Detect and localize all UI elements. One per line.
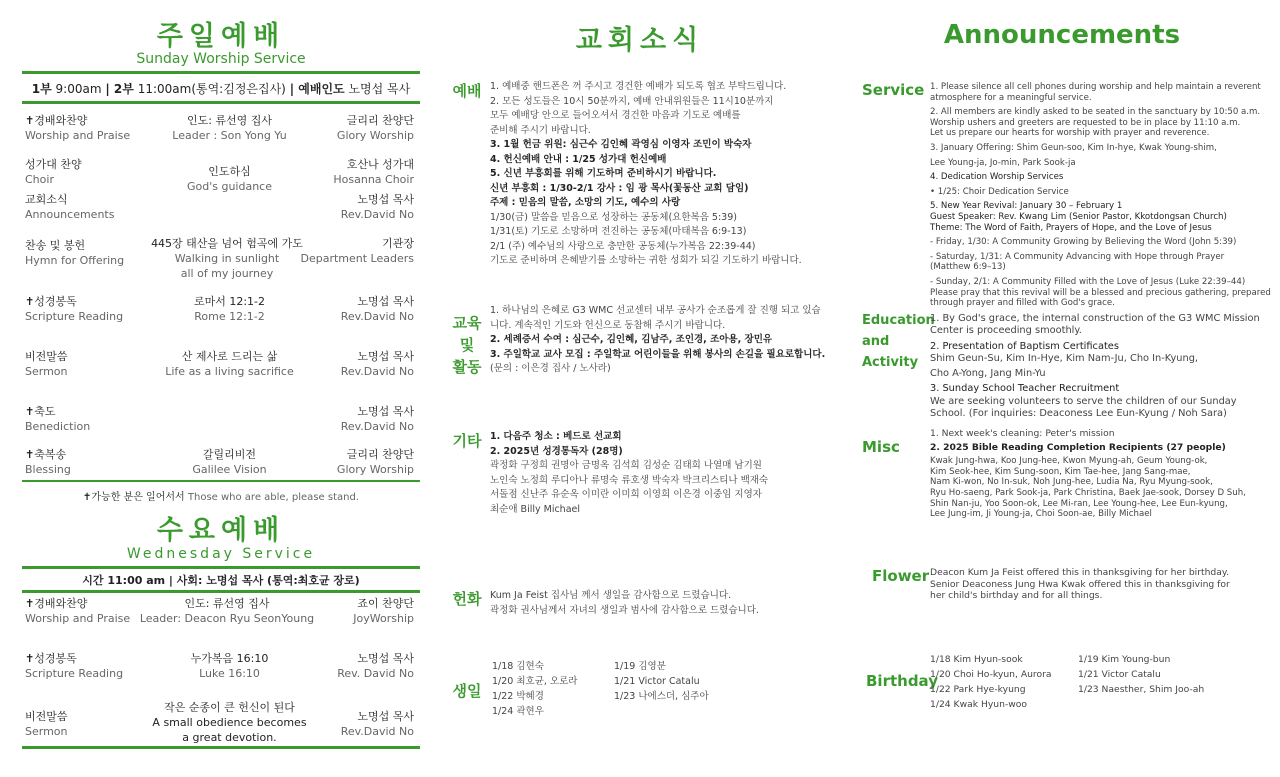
sunday-title: 주일예배: [156, 21, 286, 52]
notice-line: 신년 부흥회 : 1/30-2/1 강사 : 임 광 목사(꽃동산 교회 담임): [490, 182, 749, 194]
notice-line: 최순애 Billy Michael: [490, 503, 581, 515]
item-detail-en: Rome 12:1-2: [194, 310, 265, 323]
service-2-label: | 2부: [105, 82, 134, 96]
notice-line: School. (For inquiries: Deaconess Lee Eun-Kyung / Noh Sara): [930, 408, 1227, 420]
english-announcements-column: [862, 0, 1271, 777]
notice-line: 1. 다음주 청소 : 베드로 선교회: [490, 431, 622, 442]
sunday-subtitle: Sunday Worship Service: [136, 51, 306, 67]
notice-line: 준비해 주시기 바랍니다.: [490, 124, 591, 136]
notice-line: Kum Ja Feist 집사님 께서 생일을 감사함으로 드렸습니다.: [490, 590, 732, 601]
standing-note-en: Those who are able, please stand.: [187, 492, 359, 503]
notice-line: 1. Please silence all cell phones during worship and help maintain a reverent: [930, 82, 1261, 92]
notice-line: (Matthew 6:9–13): [930, 262, 1006, 273]
notice-line: atmosphere for a meaningful service.: [930, 92, 1092, 103]
item-leader: 노명섭 목사: [357, 193, 414, 206]
item-detail-en: A small obedience becomes: [152, 716, 307, 729]
item-title-en: Scripture Reading: [25, 310, 124, 323]
item-leader-en: Rev.David No: [340, 420, 414, 433]
birthday-list-left: [492, 659, 577, 719]
notice-line: 2. Presentation of Baptism Certificates: [930, 340, 1119, 352]
notice-line: 3. 1월 헌금 위원: 심근수 김인혜 곽영심 이영자 조민이 박숙자: [490, 139, 752, 150]
notice-line: - Saturday, 1/31: A Community Advancing with Hope through Prayer: [930, 251, 1225, 262]
notice-line: Theme: The Word of Faith, Prayers of Hope, and the Love of Jesus: [930, 222, 1212, 233]
wednesday-subtitle: Wednesday Service: [126, 546, 316, 562]
item-leader-en: Rev. David No: [337, 667, 414, 680]
notice-line: 2. 2025 Bible Reading Completion Recipients (27 people): [930, 441, 1226, 453]
item-leader-en: Hosanna Choir: [333, 173, 414, 186]
leader-label: | 예배인도: [289, 82, 345, 96]
item-detail-en: God's guidance: [186, 180, 272, 193]
birthday-list-left: [930, 652, 1052, 712]
flower-notices: [490, 589, 830, 618]
section-label-misc: 기타: [452, 432, 482, 450]
item-detail-en: Galilee Vision: [192, 463, 267, 476]
notice-line: Shim Geun-Su, Kim In-Hye, Kim Nam-Ju, Cho In-Kyung,: [930, 352, 1199, 364]
notice-line: Ryu Ho-saeng, Park Sook-ja, Park Christina, Baek Jae-sook, Dorsey D Suh,: [930, 487, 1246, 498]
item-title-en: Announcements: [25, 208, 115, 221]
wednesday-title: 수요예배: [156, 515, 286, 546]
education-notices: [930, 313, 1265, 420]
item-leader: 노명섭 목사: [357, 710, 414, 723]
divider: [22, 746, 420, 749]
item-leader: 노명섭 목사: [357, 350, 414, 363]
item-leader: 글리리 찬양단: [346, 448, 414, 461]
item-detail: 인도하심: [208, 165, 251, 178]
divider: [22, 101, 420, 104]
notice-line: through prayer and filled with God's grace.: [930, 298, 1115, 309]
item-detail: 445장 태산을 넘어 험곡에 가도: [151, 237, 303, 250]
notice-line: 모두 예배당 안으로 들어오셔서 경건한 마음과 기도로 예배를: [490, 110, 741, 121]
notice-line: Cho A-Yong, Jang Min-Yu: [930, 368, 1046, 380]
notice-line: Lee Young-ja, Jo-min, Park Sook-ja: [930, 157, 1076, 168]
item-detail: 산 제사로 드리는 삶: [181, 350, 278, 363]
misc-notices: [490, 430, 830, 517]
item-title-en: Hymn for Offering: [25, 254, 125, 267]
notice-line: • 1/25: Choir Dedication Service: [930, 186, 1069, 197]
item-title-en: Sermon: [25, 365, 68, 378]
notice-line: 주제 : 믿음의 말씀, 소망의 기도, 예수의 사랑: [490, 197, 681, 208]
item-leader-en: Department Leaders: [300, 252, 414, 265]
birthday-entry: 1/21 Victor Catalu: [614, 676, 700, 687]
section-label-birthday: Birthday: [866, 672, 938, 690]
section-label-flower: Flower: [872, 567, 930, 585]
item-title: 비전말씀: [25, 350, 68, 363]
birthday-entry: 1/19 Kim Young-bun: [1078, 654, 1171, 665]
program-row: [22, 596, 420, 630]
notice-line: Lee Jung-im, Ji Young-ja, Choi Soon-ae, Billy Michael: [930, 509, 1152, 520]
item-detail: 누가복음 16:10: [190, 652, 269, 665]
item-leader-en: Glory Worship: [336, 129, 414, 142]
item-title-en: Choir: [25, 173, 54, 186]
item-leader: 글리리 찬양단: [346, 114, 414, 127]
program-row: [22, 700, 420, 744]
notice-line: Kim Seok-hee, Kim Sung-soon, Kim Tae-hee, Jang Sang-mae,: [930, 466, 1191, 477]
item-leader: 노명섭 목사: [357, 405, 414, 418]
program-row: [22, 447, 420, 481]
program-row: [22, 404, 420, 438]
notice-line: 기도로 준비하며 은혜받기를 소망하는 귀한 성회가 되길 기도하기 바랍니다.: [490, 255, 802, 266]
korean-news-column: [450, 0, 830, 777]
birthday-entry: 1/23 나에스더, 심주아: [614, 691, 709, 702]
notice-line: Please pray that this revival will be a blessed and precious gathering, prepared: [930, 287, 1271, 298]
birthday-entry: 1/19 김영분: [614, 661, 666, 672]
item-detail-en: Leader : Son Yong Yu: [172, 129, 287, 142]
notice-line: - Friday, 1/30: A Community Growing by Believing the Word (John 5:39): [930, 237, 1237, 248]
notice-line: 2. 모든 성도들은 10시 50분까지, 예배 안내위원들은 11시10분까지: [490, 95, 774, 107]
item-leader: 노명섭 목사: [357, 652, 414, 665]
standing-note: [22, 488, 420, 503]
item-leader-en: Glory Worship: [336, 463, 414, 476]
item-detail: 인도: 류선영 집사: [184, 597, 270, 610]
item-detail-en: Walking in sunlight: [174, 252, 280, 265]
item-title-en: Worship and Praise: [25, 612, 131, 625]
notice-line: 2/1 (주) 예수님의 사랑으로 충만한 공동체(누가복음 22:39-44): [490, 240, 756, 252]
item-leader-en: Rev.David No: [340, 310, 414, 323]
notice-line: - Sunday, 2/1: A Community Filled with the Love of Jesus (Luke 22:39–44): [930, 276, 1246, 287]
notice-line: 1/31(토) 기도로 소망하며 전진하는 공동체(마태복음 6:9-13): [490, 226, 747, 237]
item-title-en: Sermon: [25, 725, 68, 738]
item-leader: 노명섭 목사: [357, 295, 414, 308]
birthday-entry: 1/18 김현숙: [492, 661, 544, 672]
item-leader-en: Rev.David No: [340, 208, 414, 221]
item-title: ✝경배와찬양: [25, 114, 88, 127]
notice-line: 서돌점 신난주 유순옥 이미란 이미희 이영희 이은경 이중임 지영자: [490, 489, 762, 500]
divider: [22, 71, 420, 74]
notice-line: Guest Speaker: Rev. Kwang Lim (Senior Pastor, Kkotdongsan Church): [930, 211, 1227, 222]
notice-line: 5. 신년 부흥회를 위해 기도하며 준비하시기 바랍니다.: [490, 168, 717, 179]
birthday-entry: 1/20 Choi Ho-kyun, Aurora: [930, 669, 1052, 680]
education-notices: [490, 304, 830, 377]
birthday-list-right: [1078, 652, 1204, 697]
item-leader: 호산나 성가대: [346, 158, 414, 171]
birthday-entry: 1/22 Park Hye-kyung: [930, 684, 1026, 695]
item-detail-en-2: a great devotion.: [182, 731, 277, 744]
item-title-en: Worship and Praise: [25, 129, 131, 142]
program-row: [22, 192, 420, 226]
item-detail: 인도: 류선영 집사: [186, 114, 273, 127]
birthday-entry: 1/20 최호균, 오로라: [492, 676, 578, 687]
wednesday-time-bar: 시간 11:00 am | 사회: 노명섭 목사 (통역:최호균 장로): [82, 574, 360, 587]
section-label-birthday: 생일: [452, 682, 482, 700]
notice-line: 5. New Year Revival: January 30 – February 1: [930, 201, 1123, 212]
birthday-entry: 1/21 Victor Catalu: [1078, 669, 1161, 680]
section-label-misc: Misc: [862, 438, 900, 456]
notice-line: 1. By God's grace, the internal construction of the G3 WMC Mission: [930, 313, 1260, 324]
notice-line: Senior Deaconess Jung Hwa Kwak offered this in thanksgiving for: [930, 578, 1230, 590]
label-line: 교육: [452, 314, 482, 332]
notice-line: 4. Dedication Worship Services: [930, 172, 1064, 183]
section-label-worship: 예배: [452, 82, 482, 100]
item-leader: 기관장: [382, 237, 414, 250]
notice-line: her child's birthday and for all things.: [930, 590, 1103, 601]
item-leader-en: Rev.David No: [340, 365, 414, 378]
item-leader-en: Rev.David No: [340, 725, 414, 738]
notice-line: 곽정화 구정희 권명아 금명옥 김석희 김성순 김태희 나열매 남기원: [490, 460, 762, 471]
notice-line: 니다. 계속적인 기도와 헌신으로 동참해 주시기 바랍니다.: [490, 319, 726, 331]
program-row: [22, 236, 420, 280]
section-label-flower: 헌화: [452, 590, 482, 608]
item-title-en: Scripture Reading: [25, 667, 124, 680]
item-detail: 갈릴리비전: [202, 448, 257, 461]
notice-line: Center is proceeding smoothly.: [930, 325, 1082, 337]
service-notices: [930, 82, 1271, 309]
program-row: [22, 651, 420, 685]
item-title-en: Blessing: [25, 463, 71, 476]
item-title: ✝경배와찬양: [25, 597, 88, 610]
birthday-entry: 1/22 박혜경: [492, 691, 544, 702]
misc-notices: [930, 429, 1265, 520]
notice-line: Kwak Jung-hwa, Koo Jung-hee, Kwon Myung-ah, Geum Young-ok,: [930, 456, 1208, 467]
notice-line: 2. All members are kindly asked to be seated in the sanctuary by 10:50 a.m.: [930, 107, 1261, 118]
flower-notices: [930, 567, 1265, 602]
notice-line: 2. 세례증서 수여 : 심근수, 김인혜, 김남주, 조인경, 조아용, 장민유: [490, 334, 773, 345]
service-1-time: 9:00am: [55, 82, 102, 96]
notice-line: Nam Ki-won, No In-suk, Noh Jung-hee, Ludia Na, Ryu Myung-sook,: [930, 477, 1213, 488]
item-title: ✝성경봉독: [25, 652, 77, 665]
program-row: [22, 294, 420, 328]
divider: [22, 480, 420, 482]
announcements-title: Announcements: [943, 20, 1181, 50]
label-line: 활동: [452, 358, 482, 376]
program-row: [22, 349, 420, 383]
notice-line: 3. January Offering: Shim Geun-soo, Kim In-hye, Kwak Young-shim,: [930, 142, 1217, 153]
birthday-entry: 1/24 곽현우: [492, 706, 544, 717]
worship-notices: [490, 80, 830, 269]
program-row: [22, 113, 420, 147]
notice-line: 1. 예배중 핸드폰은 꺼 주시고 경건한 예배가 되도록 협조 부탁드립니다.: [490, 81, 787, 92]
sunday-time-bar: [22, 80, 420, 97]
program-row: [22, 157, 420, 191]
item-title: ✝성경봉독: [25, 295, 77, 308]
notice-line: 1. Next week's cleaning: Peter's mission: [930, 428, 1115, 439]
item-title: ✝축도: [25, 405, 56, 418]
notice-line: 노인숙 노정희 루디아나 류명숙 류호생 박숙자 박크리스티나 백재숙: [490, 474, 769, 486]
notice-line: Let us prepare our hearts for worship with prayer and reverence.: [930, 128, 1210, 139]
label-line: and: [862, 334, 890, 349]
divider: [22, 590, 420, 593]
notice-line: 곽정화 권사님께서 자녀의 생일과 범사에 감사함으로 드렸습니다.: [490, 604, 759, 616]
item-detail-en: Leader: Deacon Ryu SeonYoung: [139, 612, 315, 625]
news-title: 교회소식: [575, 25, 705, 56]
divider: [22, 566, 420, 569]
notice-line: 4. 헌신예배 안내 : 1/25 성가대 헌신예배: [490, 153, 667, 165]
worship-column: [22, 0, 420, 777]
item-title: 찬송 및 봉헌: [25, 239, 86, 252]
notice-line: Worship ushers and greeters are requested to be in place by 11:10 a.m.: [930, 117, 1241, 128]
item-detail: 로마서 12:1-2: [193, 295, 266, 308]
notice-line: We are seeking volunteers to serve the children of our Sunday: [930, 395, 1237, 407]
notice-line: 2. 2025년 성경통독자 (28명): [490, 445, 623, 457]
section-label-service: Service: [862, 81, 925, 99]
standing-note-ko: ✝가능한 분은 일어서서: [83, 492, 185, 503]
notice-line: 1. 하나님의 은혜로 G3 WMC 선교센터 내부 공사가 순조롭게 잘 진행 되고 있습: [490, 305, 821, 316]
birthday-list-right: [614, 659, 709, 704]
item-title: 성가대 찬양: [25, 158, 82, 171]
section-label-education: [450, 312, 484, 378]
item-detail-en-2: all of my journey: [180, 267, 274, 280]
item-title-en: Benediction: [25, 420, 91, 433]
item-title: 비전말씀: [25, 710, 68, 723]
birthday-entry: 1/24 Kwak Hyun-woo: [930, 699, 1028, 710]
service-2-time: 11:00am(통역:김정은집사): [137, 82, 286, 96]
item-leader: 죠이 찬양단: [357, 597, 414, 610]
notice-line: Deacon Kum Ja Feist offered this in thanksgiving for her birthday.: [930, 567, 1229, 578]
item-detail-en: Life as a living sacrifice: [165, 365, 294, 378]
leader-name: 노명섭 목사: [348, 82, 411, 96]
label-line: 및: [459, 336, 475, 354]
notice-line: (문의 : 이은경 집사 / 노사라): [490, 363, 611, 374]
label-line: Activity: [862, 355, 919, 370]
item-leader-en: JoyWorship: [353, 612, 414, 625]
birthday-entry: 1/18 Kim Hyun-sook: [930, 654, 1023, 665]
notice-line: 1/30(금) 말씀을 믿음으로 성장하는 공동체(요한복음 5:39): [490, 211, 737, 223]
service-1-label: 1부: [31, 82, 52, 96]
item-title: ✝축복송: [25, 448, 67, 461]
section-label-education: [862, 310, 935, 373]
notice-line: Shin Nan-ju, Yoo Soon-ok, Lee Mi-ran, Lee Young-hee, Lee Eun-kyung,: [930, 498, 1228, 509]
item-title: 교회소식: [25, 193, 68, 206]
item-detail: 작은 순종이 큰 헌신이 된다: [164, 701, 295, 714]
item-detail-en: Luke 16:10: [199, 667, 260, 680]
notice-line: 3. 주일학교 교사 모집 : 주일학교 어린이들을 위해 봉사의 손길을 필요로합니다.: [490, 348, 826, 360]
notice-line: 3. Sunday School Teacher Recruitment: [930, 383, 1120, 395]
birthday-entry: 1/23 Naesther, Shim Joo-ah: [1078, 684, 1205, 695]
label-line: Education: [862, 313, 935, 328]
